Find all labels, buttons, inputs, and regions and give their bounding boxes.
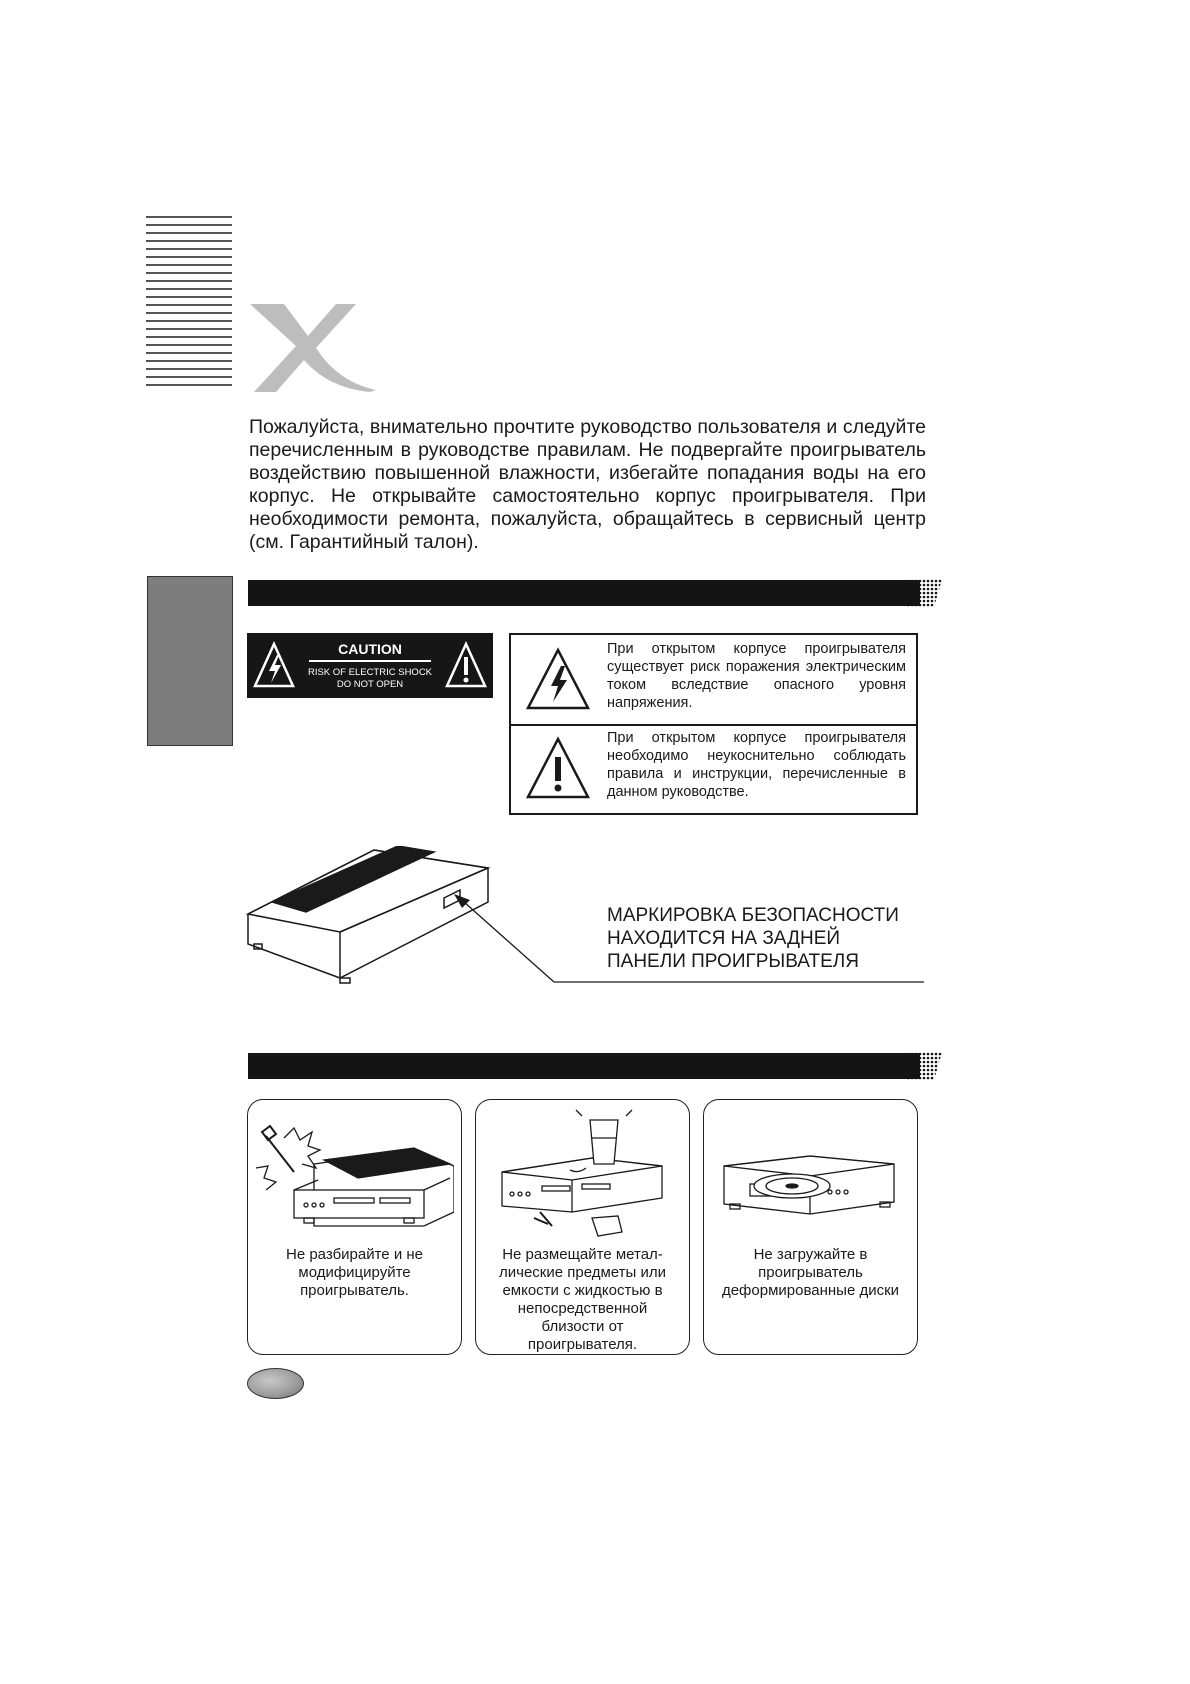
caution-line-1: RISK OF ELECTRIC SHOCK — [307, 667, 433, 678]
caution-title: CAUTION — [338, 641, 402, 657]
precaution-card-disc — [703, 1099, 918, 1355]
side-tab — [147, 576, 233, 746]
section-bar-precautions — [248, 1053, 920, 1079]
card-text-liquid: Не размещайте метал- лические предметы или емкости с жидкостью в непосредственной близости от проигрывателя. — [499, 1246, 666, 1353]
exclamation-triangle-icon — [525, 735, 591, 801]
header-stripes — [146, 216, 232, 390]
warning-text-electric: При открытом корпусе проигрывателя существует риск поражения электрическим током вследствие опасного уровня напряжения. — [607, 641, 906, 711]
halftone-decoration — [906, 579, 942, 607]
marking-line-2: НАХОДИТСЯ НА ЗАДНЕЙ — [607, 928, 841, 949]
lightning-triangle-icon — [253, 641, 295, 689]
lightning-triangle-icon — [525, 646, 591, 712]
exclamation-triangle-icon — [445, 641, 487, 689]
precaution-card-liquid — [475, 1099, 690, 1355]
card-text-disc: Не загружайте в проигрыватель деформированные диски — [721, 1246, 900, 1299]
section-bar-warnings — [248, 580, 920, 606]
page-number-badge — [247, 1368, 304, 1399]
warning-row-instructions — [511, 724, 916, 813]
marking-line-1: МАРКИРОВКА БЕЗОПАСНОСТИ — [607, 905, 899, 926]
warning-box — [509, 633, 918, 815]
warning-row-electric — [511, 635, 916, 726]
caution-divider — [309, 660, 431, 662]
warped-disc-player-icon — [710, 1108, 910, 1238]
caution-line-2: DO NOT OPEN — [336, 679, 404, 690]
marking-line-3: ПАНЕЛИ ПРОИГРЫВАТЕЛЯ — [607, 951, 859, 972]
screwdriver-player-icon — [254, 1108, 454, 1238]
caution-label — [247, 633, 493, 698]
card-text-disassemble: Не разбирайте и не модифицируйте проигрыватель. — [286, 1246, 423, 1299]
liquid-player-icon — [482, 1108, 682, 1238]
safety-marking-text — [607, 904, 927, 973]
warning-text-instructions: При открытом корпусе проигрывателя необходимо неукоснительно соблюдать правила и инструкции, перечисленные в данном руководстве. — [607, 730, 906, 800]
precaution-card-disassemble — [247, 1099, 462, 1355]
brand-logo-x-icon — [246, 298, 376, 392]
halftone-decoration — [906, 1052, 942, 1080]
intro-paragraph: Пожалуйста, внимательно прочтите руководство пользователя и следуйте перечисленным в руководстве правилам. Не подвергайте проигрыватель воздействию повышенной влажности, избегайте попадания воды на его корпус. Не открывайте самостоятельно корпус проигрывателя. При необходимости ремонта, пожалуйста, обращайтесь в сервисный центр (см. Гарантийный талон). — [249, 416, 926, 553]
